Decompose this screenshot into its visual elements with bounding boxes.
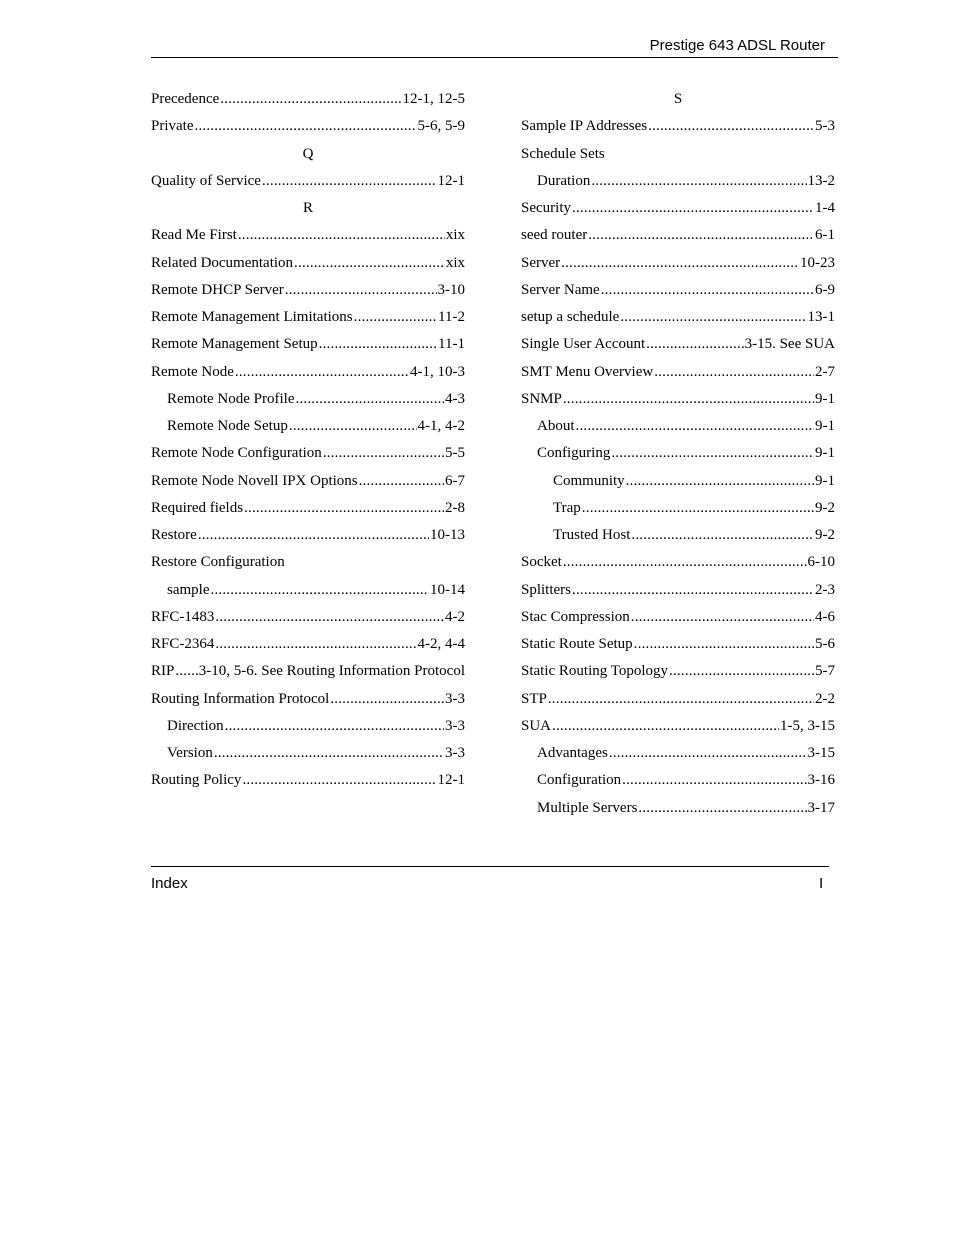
dot-leader: [646, 331, 743, 358]
index-entry: [521, 113, 835, 140]
index-entry-pages: 5-6: [815, 636, 835, 652]
index-entry: [521, 740, 835, 767]
index-entry: [521, 141, 835, 168]
index-entry: [521, 222, 835, 249]
index-entry-term: Private: [151, 118, 194, 135]
index-entry-term: Security: [521, 200, 571, 216]
document-title: Prestige 643 ADSL Router: [649, 37, 825, 54]
index-entry: [521, 686, 835, 713]
dot-leader: [669, 658, 814, 685]
index-entry-pages: 5-7: [815, 663, 835, 680]
index-entry-term: sample: [167, 581, 210, 598]
index-entry: [521, 277, 835, 304]
index-entry: [151, 113, 465, 140]
header-rule: [151, 57, 838, 58]
index-entry-pages: 6-7: [445, 472, 465, 489]
index-entry: [521, 522, 835, 549]
dot-leader: [563, 386, 814, 413]
index-entry: [521, 413, 835, 440]
index-entry-pages: 3-15. See SUA: [744, 336, 835, 353]
index-entry-term: Restore: [151, 527, 197, 543]
index-entry-pages: 5-5: [445, 445, 465, 462]
index-entry-pages: 9-1: [815, 472, 835, 489]
dot-leader: [582, 495, 814, 522]
index-entry-term: RFC-1483: [151, 608, 215, 625]
index-entry: [521, 577, 835, 604]
index-entry-pages: 10-13: [430, 527, 465, 543]
index-entry-pages: 9-1: [815, 390, 835, 407]
index-entry-term: Splitters: [521, 581, 572, 598]
index-entry: [521, 795, 835, 822]
index-entry-term: Multiple Servers: [537, 799, 638, 816]
index-entry-term: Configuring: [537, 445, 611, 462]
dot-leader: [563, 549, 807, 576]
dot-leader: [626, 468, 814, 495]
index-entry-pages: 1-4: [815, 200, 835, 216]
index-entry-term: Read Me First: [151, 227, 237, 244]
dot-leader: [295, 386, 444, 413]
index-entry: [151, 304, 465, 331]
dot-leader: [354, 304, 437, 331]
index-column-left: [151, 86, 465, 795]
index-entry-pages: 4-6: [815, 608, 835, 625]
index-entry-term: Required fields: [151, 499, 244, 516]
index-entry: [151, 631, 465, 658]
index-entry: [521, 495, 835, 522]
dot-leader: [631, 522, 814, 549]
index-entry-term: Remote Management Setup: [151, 336, 318, 353]
index-entry-pages: 3-17: [807, 799, 835, 816]
index-entry: [151, 549, 465, 576]
index-entry-pages: xix: [445, 227, 465, 244]
index-entry-pages: 9-1: [815, 418, 835, 434]
index-entry: [521, 304, 835, 331]
index-entry: [521, 168, 835, 195]
index-entry-term: Remote Node Novell IPX Options: [151, 472, 358, 489]
dot-leader: [588, 222, 814, 249]
index-entry: [521, 250, 835, 277]
dot-leader: [631, 604, 814, 631]
index-entry-term: Socket: [521, 554, 562, 571]
dot-leader: [620, 304, 806, 331]
index-entry-term: Duration: [537, 172, 591, 189]
index-entry: [521, 440, 835, 467]
index-entry: [521, 713, 835, 740]
index-entry: [151, 522, 465, 549]
index-entry: [151, 604, 465, 631]
footer-rule: [151, 866, 829, 867]
dot-leader: [622, 767, 806, 794]
index-entry: [521, 386, 835, 413]
index-entry-term: Remote Node Setup: [167, 418, 288, 434]
index-letter-heading: Q: [302, 145, 314, 162]
dot-leader: [634, 631, 814, 658]
dot-leader: [323, 440, 444, 467]
index-entry: [151, 495, 465, 522]
dot-leader: [175, 658, 197, 685]
dot-leader: [572, 577, 814, 604]
dot-leader: [561, 250, 799, 277]
dot-leader: [198, 522, 429, 549]
index-entry-term: Quality of Service: [151, 172, 261, 189]
index-entry-pages: 4-1, 10-3: [410, 363, 465, 380]
dot-leader: [648, 113, 814, 140]
index-entry-term: Direction: [167, 717, 224, 734]
dot-leader: [195, 113, 417, 140]
index-entry-pages: 3-16: [807, 772, 835, 789]
dot-leader: [576, 413, 815, 440]
footer-section-label: Index: [151, 875, 188, 892]
index-entry-term: Single User Account: [521, 336, 646, 353]
dot-leader: [238, 222, 445, 249]
index-entry-pages: 12-1: [437, 772, 465, 789]
index-entry-term: About: [537, 418, 575, 434]
index-entry-pages: 11-2: [438, 309, 465, 325]
dot-leader: [285, 277, 437, 304]
dot-leader: [572, 195, 814, 222]
index-entry-pages: 3-3: [445, 745, 465, 761]
dot-leader: [220, 86, 401, 113]
index-entry: [151, 440, 465, 467]
index-entry: [151, 468, 465, 495]
index-entry: [521, 631, 835, 658]
index-entry-term: Static Route Setup: [521, 636, 633, 652]
index-entry-term: Advantages: [537, 745, 608, 761]
index-entry-pages: 12-1: [437, 172, 465, 189]
dot-leader: [289, 413, 417, 440]
index-entry-pages: 2-8: [445, 499, 465, 516]
dot-leader: [319, 331, 437, 358]
index-entry-term: SMT Menu Overview: [521, 363, 654, 380]
index-entry: [151, 277, 465, 304]
dot-leader: [294, 250, 445, 277]
dot-leader: [244, 495, 444, 522]
index-entry-pages: 6-10: [807, 554, 835, 571]
index-entry-term: Static Routing Topology: [521, 663, 669, 680]
index-entry-term: Precedence: [151, 91, 220, 107]
dot-leader: [214, 740, 444, 767]
index-entry-term: Remote Node Profile: [167, 390, 295, 407]
index-entry-pages: 2-3: [815, 581, 835, 598]
index-entry-term: SUA: [521, 717, 552, 734]
dot-leader: [609, 740, 807, 767]
dot-leader: [654, 359, 814, 386]
index-letter-heading: S: [673, 91, 683, 107]
index-entry-pages: 3-15: [807, 745, 835, 761]
index-entry-pages: 13-1: [807, 309, 835, 325]
index-entry-pages: 4-1, 4-2: [417, 418, 465, 434]
dot-leader: [262, 168, 437, 195]
index-entry-term: Remote Node: [151, 363, 234, 380]
index-entry: [151, 331, 465, 358]
dot-leader: [211, 577, 430, 604]
index-entry-term: Trap: [553, 499, 581, 516]
index-entry: [151, 168, 465, 195]
index-entry: [521, 359, 835, 386]
index-entry-pages: 10-23: [800, 254, 835, 271]
index-entry: [151, 413, 465, 440]
dot-leader: [591, 168, 806, 195]
index-entry-pages: 4-2, 4-4: [417, 636, 465, 652]
index-entry-term: STP: [521, 690, 547, 707]
index-entry-pages: 3-10: [437, 281, 465, 298]
index-entry-term: Configuration: [537, 772, 622, 789]
footer-page-number: I: [819, 875, 824, 892]
index-entry-term: seed router: [521, 227, 588, 244]
dot-leader: [330, 686, 444, 713]
index-entry: [521, 331, 835, 358]
index-entry-term: Remote Management Limitations: [151, 309, 353, 325]
index-entry: [151, 686, 465, 713]
index-entry-pages: 11-1: [438, 336, 465, 353]
index-entry-term: RFC-2364: [151, 636, 215, 652]
index-entry-term: Routing Policy: [151, 772, 242, 789]
index-entry: [151, 767, 465, 794]
index-entry-term: Server: [521, 254, 561, 271]
dot-leader: [225, 713, 444, 740]
index-entry-term: Schedule Sets: [521, 145, 605, 162]
index-entry-term: Sample IP Addresses: [521, 118, 648, 135]
dot-leader: [638, 795, 806, 822]
index-entry-pages: 3-10, 5-6. See Routing Information Protocol: [198, 663, 465, 680]
index-entry: [151, 386, 465, 413]
index-entry-term: Related Documentation: [151, 254, 294, 271]
dot-leader: [611, 440, 814, 467]
index-entry: [151, 250, 465, 277]
index-letter-heading: R: [302, 200, 313, 216]
index-entry: [151, 658, 465, 685]
dot-leader: [235, 359, 409, 386]
index-entry-pages: 6-9: [815, 281, 835, 298]
index-entry: [521, 549, 835, 576]
index-entry-pages: 9-1: [815, 445, 835, 462]
dot-leader: [548, 686, 814, 713]
index-entry: [151, 577, 465, 604]
index-entry: [521, 195, 835, 222]
index-entry-pages: 2-2: [815, 690, 835, 707]
index-entry: [521, 767, 835, 794]
index-entry-pages: 3-3: [445, 717, 465, 734]
dot-leader: [601, 277, 814, 304]
index-entry: [521, 604, 835, 631]
index-entry-pages: 13-2: [807, 172, 835, 189]
index-entry-pages: 5-6, 5-9: [417, 118, 465, 135]
dot-leader: [215, 604, 444, 631]
index-entry-pages: 4-2: [445, 608, 465, 625]
index-entry-term: Version: [167, 745, 213, 761]
index-column-right: [521, 86, 835, 822]
index-entry-pages: 1-5, 3-15: [780, 717, 835, 734]
index-entry-pages: 3-3: [445, 690, 465, 707]
index-entry-term: Stac Compression: [521, 608, 630, 625]
index-entry-term: Routing Information Protocol: [151, 690, 330, 707]
index-entry-term: Restore Configuration: [151, 554, 285, 571]
index-entry-pages: 10-14: [430, 581, 465, 598]
dot-leader: [215, 631, 416, 658]
index-entry-pages: 9-2: [815, 499, 835, 516]
index-entry-term: Remote DHCP Server: [151, 281, 284, 298]
index-entry-pages: 2-7: [815, 363, 835, 380]
index-entry-term: Trusted Host: [553, 527, 631, 543]
index-entry: [151, 222, 465, 249]
index-entry-term: Server Name: [521, 281, 600, 298]
dot-leader: [552, 713, 779, 740]
index-entry-pages: 9-2: [815, 527, 835, 543]
index-entry: [521, 658, 835, 685]
index-entry-pages: 12-1, 12-5: [402, 91, 465, 107]
index-entry-term: Remote Node Configuration: [151, 445, 322, 462]
index-entry: [151, 86, 465, 113]
index-entry: [151, 359, 465, 386]
index-entry: [521, 468, 835, 495]
index-entry-pages: 4-3: [445, 390, 465, 407]
index-entry-term: setup a schedule: [521, 309, 620, 325]
index-entry-term: SNMP: [521, 390, 562, 407]
dot-leader: [242, 767, 436, 794]
index-entry-pages: xix: [445, 254, 465, 271]
index-entry: [151, 740, 465, 767]
index-entry-term: RIP: [151, 663, 175, 680]
index-entry-pages: 5-3: [815, 118, 835, 135]
dot-leader: [359, 468, 444, 495]
index-entry: [151, 713, 465, 740]
index-entry-pages: 6-1: [815, 227, 835, 244]
index-entry-term: Community: [553, 472, 625, 489]
